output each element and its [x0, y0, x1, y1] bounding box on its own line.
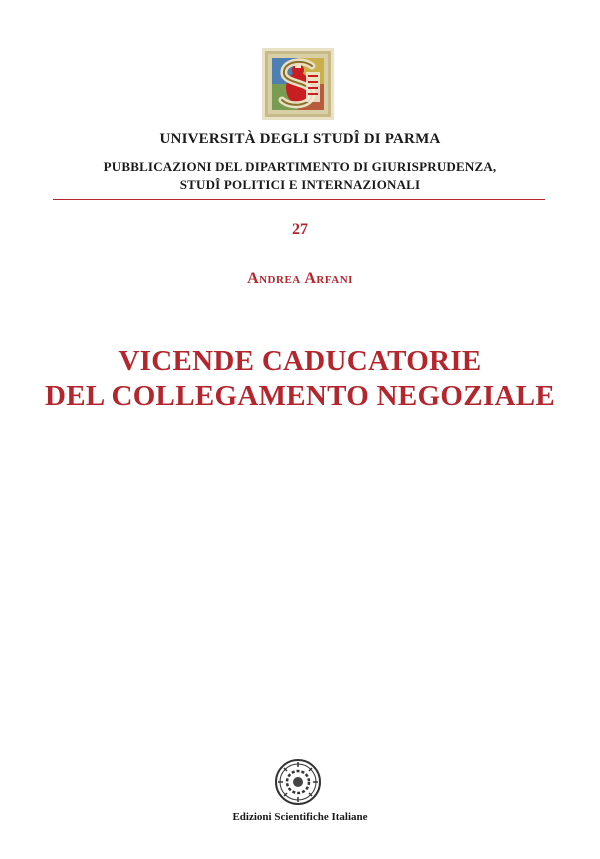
publisher-name: Edizioni Scientifiche Italiane	[232, 811, 368, 823]
department-name	[0, 158, 600, 194]
author-name: Andrea Arfani	[247, 270, 353, 287]
title-line-1: VICENDE CADUCATORIE	[118, 345, 482, 377]
book-title	[0, 344, 600, 414]
series-number: 27	[292, 221, 308, 238]
department-line-1: PUBBLICAZIONI DEL DIPARTIMENTO DI GIURISPRUDENZA,	[103, 159, 497, 174]
divider	[53, 199, 545, 200]
department-line-2: STUDÎ POLITICI E INTERNAZIONALI	[179, 177, 421, 192]
publisher-seal-icon	[274, 758, 322, 806]
title-line-2: DEL COLLEGAMENTO NEGOZIALE	[44, 380, 556, 412]
university-emblem-icon	[262, 48, 334, 120]
university-name: UNIVERSITÀ DEGLI STUDÎ DI PARMA	[159, 131, 441, 147]
